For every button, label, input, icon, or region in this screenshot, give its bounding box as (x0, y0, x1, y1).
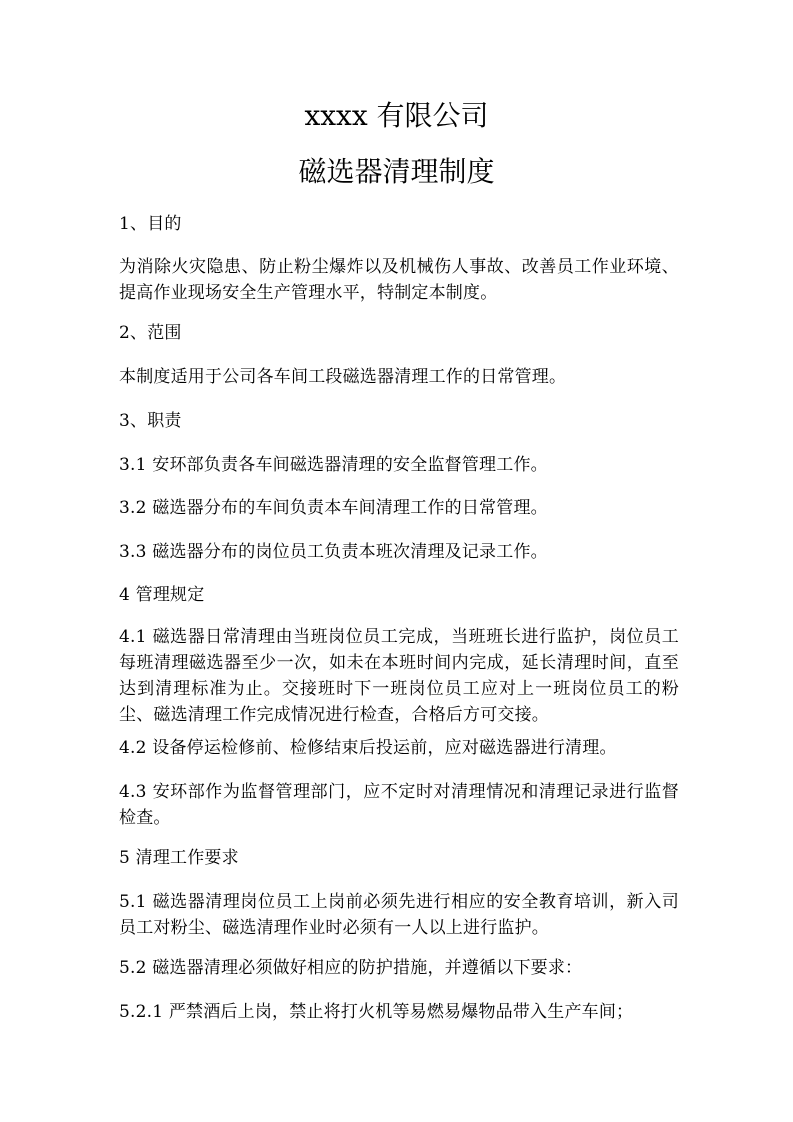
paragraph-4-3: 4.3 安环部作为监督管理部门，应不定时对清理情况和清理记录进行监督检查。 (119, 782, 679, 828)
company-name: xxxx 有限公司 (304, 99, 489, 132)
section-heading-management: 4 管理规定 (119, 585, 205, 605)
document-title: 磁选器清理制度 (298, 155, 495, 188)
paragraph-purpose: 为消除火灾隐患、防止粉尘爆炸以及机械伤人事故、改善员工作业环境、提高作业现场安全生产管理水平，特制定本制度。 (119, 257, 679, 303)
paragraph-3-3: 3.3 磁选器分布的岗位员工负责本班次清理及记录工作。 (119, 542, 548, 562)
section-heading-purpose: 1、目的 (119, 214, 182, 234)
paragraph-5-1: 5.1 磁选器清理岗位员工上岗前必须先进行相应的安全教育培训，新入司员工对粉尘、磁选清理作业时必须有一人以上进行监护。 (119, 892, 679, 938)
section-heading-scope: 2、范围 (119, 323, 182, 343)
paragraph-5-2-1: 5.2.1 严禁酒后上岗，禁止将打火机等易燃易爆物品带入生产车间； (119, 1002, 634, 1022)
paragraph-5-2: 5.2 磁选器清理必须做好相应的防护措施，并遵循以下要求： (119, 958, 583, 978)
section-heading-responsibilities: 3、职责 (119, 411, 182, 431)
paragraph-3-1: 3.1 安环部负责各车间磁选器清理的安全监督管理工作。 (119, 455, 548, 475)
paragraph-scope: 本制度适用于公司各车间工段磁选器清理工作的日常管理。 (119, 367, 567, 387)
paragraph-3-2: 3.2 磁选器分布的车间负责本车间清理工作的日常管理。 (119, 498, 548, 518)
paragraph-4-2: 4.2 设备停运检修前、检修结束后投运前，应对磁选器进行清理。 (119, 738, 617, 758)
section-heading-requirements: 5 清理工作要求 (119, 848, 239, 868)
paragraph-4-1: 4.1 磁选器日常清理由当班岗位员工完成，当班班长进行监护，岗位员工每班清理磁选器至少一次，如未在本班时间内完成，延长清理时间，直至达到清理标准为止。交接班时下一班岗位员工应对上一班岗位员工的粉尘、磁选清理工作完成情况进行检查，合格后方可交接。 (119, 627, 679, 725)
